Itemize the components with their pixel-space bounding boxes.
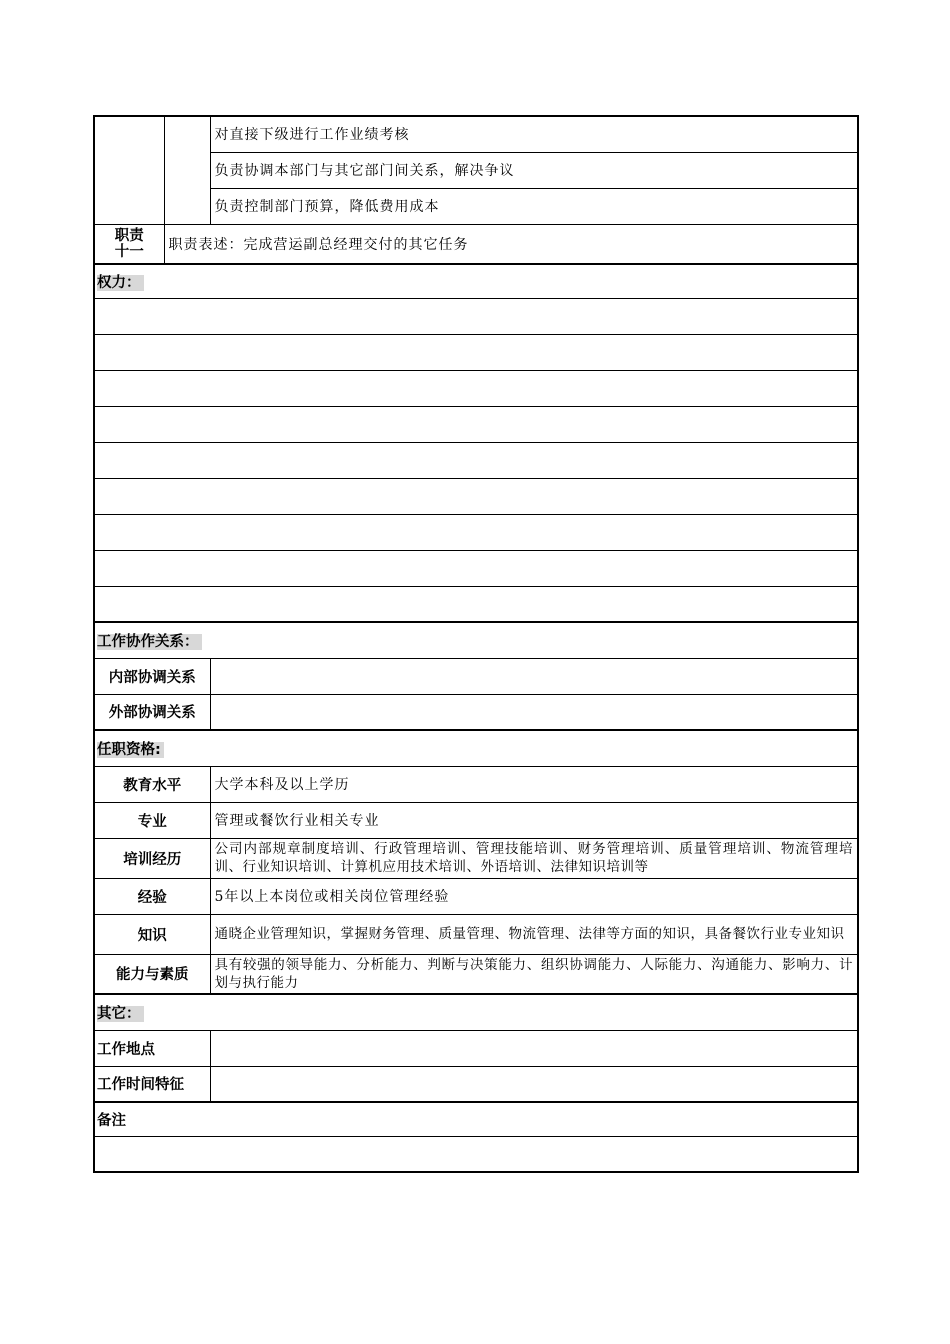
power-header [94, 264, 858, 298]
power-row [94, 514, 858, 550]
qualification-value: 管理或餐饮行业相关专业 [210, 802, 858, 838]
power-cell [94, 514, 858, 550]
qualification-value: 通晓企业管理知识，掌握财务管理、质量管理、物流管理、法律等方面的知识，具备餐饮行业专业知识 [210, 914, 858, 954]
duty11-text: 职责表述：完成营运副总经理交付的其它任务 [164, 224, 858, 264]
qualification-label: 能力与素质 [94, 954, 210, 994]
power-cell [94, 586, 858, 622]
remarks-row [94, 1136, 858, 1172]
work-location-value [210, 1030, 858, 1066]
duty-item: 负责控制部门预算，降低费用成本 [210, 188, 858, 224]
power-row [94, 478, 858, 514]
power-cell [94, 442, 858, 478]
external-coordination-row [94, 694, 858, 730]
qualification-label: 培训经历 [94, 838, 210, 878]
internal-coordination-value [210, 658, 858, 694]
power-row [94, 370, 858, 406]
duty11-label-line1: 职责 [114, 227, 144, 244]
power-header-row [94, 264, 858, 298]
duty-label-cell [94, 116, 164, 224]
remarks-cell [94, 1136, 858, 1172]
power-cell [94, 478, 858, 514]
qualifications-header-row [94, 730, 858, 766]
qualification-value: 大学本科及以上学历 [210, 766, 858, 802]
work-time-label: 工作时间特征 [94, 1066, 210, 1102]
power-cell [94, 370, 858, 406]
qualification-row [94, 802, 858, 838]
other-header [94, 994, 858, 1030]
qualifications-header [94, 730, 858, 766]
qualification-label: 教育水平 [94, 766, 210, 802]
power-row [94, 334, 858, 370]
power-row [94, 550, 858, 586]
duty-sub-cell [164, 116, 210, 224]
power-cell [94, 298, 858, 334]
power-row [94, 406, 858, 442]
remarks-header-row [94, 1102, 858, 1136]
power-cell [94, 406, 858, 442]
qualification-value: 具有较强的领导能力、分析能力、判断与决策能力、组织协调能力、人际能力、沟通能力、影响力、计划与执行能力 [210, 954, 858, 994]
power-row [94, 586, 858, 622]
qualification-value: 5年以上本岗位或相关岗位管理经验 [210, 878, 858, 914]
qualification-label: 专业 [94, 802, 210, 838]
power-row [94, 298, 858, 334]
qualification-label: 知识 [94, 914, 210, 954]
duty11-row [94, 224, 858, 264]
job-description-table [93, 115, 859, 1173]
other-title: 其它： [97, 1006, 144, 1022]
duty-item: 对直接下级进行工作业绩考核 [210, 116, 858, 152]
cooperation-title: 工作协作关系： [97, 634, 202, 650]
duty11-label-line2: 十一 [114, 243, 144, 260]
duty-row [94, 116, 858, 152]
duty-item: 负责协调本部门与其它部门间关系，解决争议 [210, 152, 858, 188]
remarks-title: 备注 [94, 1102, 858, 1136]
power-cell [94, 334, 858, 370]
qualification-row [94, 838, 858, 878]
qualification-row [94, 914, 858, 954]
work-time-value [210, 1066, 858, 1102]
qualification-value: 公司内部规章制度培训、行政管理培训、管理技能培训、财务管理培训、质量管理培训、物流管理培训、行业知识培训、计算机应用技术培训、外语培训、法律知识培训等 [210, 838, 858, 878]
qualifications-title: 任职资格: [97, 742, 164, 758]
internal-coordination-row [94, 658, 858, 694]
other-header-row [94, 994, 858, 1030]
power-title: 权力： [97, 275, 144, 291]
job-description-sheet [93, 115, 857, 1173]
qualification-row [94, 954, 858, 994]
qualification-row [94, 878, 858, 914]
power-row [94, 442, 858, 478]
qualification-label: 经验 [94, 878, 210, 914]
qualification-row [94, 766, 858, 802]
cooperation-header-row [94, 622, 858, 658]
work-time-row [94, 1066, 858, 1102]
cooperation-header [94, 622, 858, 658]
power-cell [94, 550, 858, 586]
external-coordination-value [210, 694, 858, 730]
external-coordination-label: 外部协调关系 [94, 694, 210, 730]
work-location-label: 工作地点 [94, 1030, 210, 1066]
work-location-row [94, 1030, 858, 1066]
internal-coordination-label: 内部协调关系 [94, 658, 210, 694]
duty11-label [94, 224, 164, 264]
